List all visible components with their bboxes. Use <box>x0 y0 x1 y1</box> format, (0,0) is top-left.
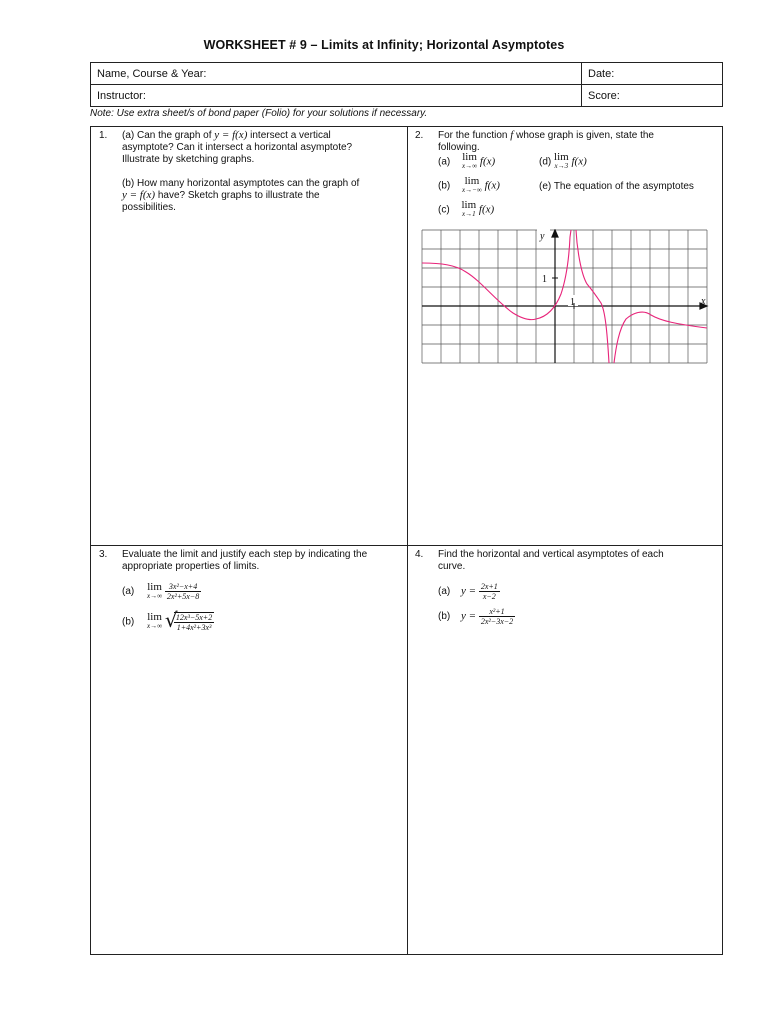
lim-symbol: lim <box>147 580 162 593</box>
lim-symbol: lim <box>461 199 477 211</box>
numerator: 2x+1 <box>480 582 498 591</box>
q3-a-fraction <box>165 582 201 601</box>
q2-b-fx: f(x) <box>484 179 500 192</box>
q1-b-line3: possibilities. <box>122 202 176 213</box>
graph-grid <box>422 230 707 363</box>
date-field[interactable]: Date: <box>582 63 723 85</box>
q3-part-a <box>122 582 201 601</box>
q1-a-math: y = f(x) <box>214 129 248 141</box>
q2-a-fx: f(x) <box>479 155 496 168</box>
q1-a-line2: asymptote? Can it intersect a horizontal asymptote? <box>122 142 353 153</box>
q4-a-y: y = <box>461 584 477 597</box>
denominator: 2x²+5x−8 <box>166 592 200 601</box>
question-3 <box>99 549 399 949</box>
q2-d-fx: f(x) <box>571 155 587 168</box>
denominator: x−2 <box>482 592 496 601</box>
lim-subscript: x→∞ <box>147 622 163 630</box>
q4-b-label: (b) <box>438 610 451 622</box>
q2-part-c <box>438 201 494 219</box>
x-tick-label: 1 <box>570 297 575 308</box>
q4-part-a <box>438 582 500 601</box>
q2-part-d <box>539 153 587 171</box>
y-axis-label: y <box>540 231 545 242</box>
lim-symbol: lim <box>147 611 162 623</box>
q2-d-label: (d) <box>539 156 552 168</box>
numerator: x²+1 <box>479 607 515 617</box>
q3-part-b <box>122 608 214 632</box>
lim-subscript: x→∞ <box>462 162 478 170</box>
question-number: 1. <box>99 130 108 141</box>
q4-b-y: y = <box>461 609 477 622</box>
q2-c-fx: f(x) <box>478 203 495 216</box>
numerator: 12x³−5x+2 <box>175 613 213 622</box>
q2-b-label: (b) <box>438 180 451 192</box>
q2-c-label: (c) <box>438 204 450 216</box>
lim-subscript: x→−∞ <box>462 186 482 194</box>
grid-divider-vertical <box>407 127 408 954</box>
q2-part-b <box>438 177 500 195</box>
q3-a-label: (a) <box>122 585 135 597</box>
q4-line2: curve. <box>438 561 466 572</box>
grid-divider-horizontal <box>91 545 722 546</box>
q3-b-label: (b) <box>122 616 135 628</box>
denominator: 2x²−3x−2 <box>480 617 514 626</box>
denominator: 1+4x²+3x³ <box>176 623 212 632</box>
worksheet-title: WORKSHEET # 9 – Limits at Infinity; Horizontal Asymptotes <box>203 38 565 52</box>
q2-part-e: (e) The equation of the asymptotes <box>539 181 694 192</box>
q1-b-math: y = f(x) <box>122 189 156 201</box>
lim-symbol: lim <box>554 151 569 163</box>
y-tick-label: 1 <box>542 274 547 285</box>
q1-b-line1: (b) How many horizontal asymptotes can the graph of <box>122 178 360 189</box>
question-4 <box>415 549 720 949</box>
lim-subscript: x→1 <box>461 210 476 218</box>
score-field[interactable]: Score: <box>582 85 723 107</box>
q2-part-a <box>438 153 495 171</box>
question-2 <box>415 130 720 540</box>
q4-b-fraction <box>479 607 515 626</box>
numerator: 3x²−x+4 <box>165 582 201 592</box>
q3-line1: Evaluate the limit and justify each step by indicating the <box>122 549 368 560</box>
student-info-table <box>90 62 723 107</box>
function-graph <box>421 229 711 369</box>
question-number: 4. <box>415 549 424 560</box>
lim-symbol: lim <box>464 175 480 187</box>
graph-axes <box>422 230 707 363</box>
x-axis-label: x <box>701 296 706 307</box>
q2-text: For the function <box>438 130 508 141</box>
q3-b-fraction <box>174 613 214 632</box>
function-curve <box>422 230 707 363</box>
q2-text-end: whose graph is given, state the <box>516 130 654 141</box>
question-number: 2. <box>415 130 424 141</box>
q4-a-label: (a) <box>438 585 451 597</box>
q3-line2: appropriate properties of limits. <box>122 561 260 572</box>
q1-a-text: (a) Can the graph of <box>122 130 212 141</box>
name-course-year-field[interactable]: Name, Course & Year: <box>91 63 582 85</box>
square-root: √ $\frac{\text{12x³−5x+2}}{\text{1+4x²+3x³}}$ <box>164 608 213 632</box>
q2-line2: following. <box>438 142 480 153</box>
q4-line1: Find the horizontal and vertical asymptotes of each <box>438 549 664 560</box>
lim-subscript: x→3 <box>554 162 569 170</box>
q2-function-name: f <box>510 129 514 141</box>
instructor-field[interactable]: Instructor: <box>91 85 582 107</box>
instructions-note: Note: Use extra sheet/s of bond paper (Folio) for your solutions if necessary. <box>90 108 428 119</box>
q4-a-fraction <box>479 582 500 601</box>
lim-subscript: x→∞ <box>147 591 163 600</box>
q4-part-b <box>438 607 515 626</box>
lim-symbol: lim <box>462 151 477 163</box>
question-number: 3. <box>99 549 108 560</box>
q2-a-label: (a) <box>438 156 451 168</box>
q1-a-line3: Illustrate by sketching graphs. <box>122 154 255 165</box>
q1-a-text-end: intersect a vertical <box>250 130 331 141</box>
question-grid <box>90 126 723 955</box>
q1-b-text: have? Sketch graphs to illustrate the <box>157 190 320 201</box>
question-1 <box>99 130 399 540</box>
